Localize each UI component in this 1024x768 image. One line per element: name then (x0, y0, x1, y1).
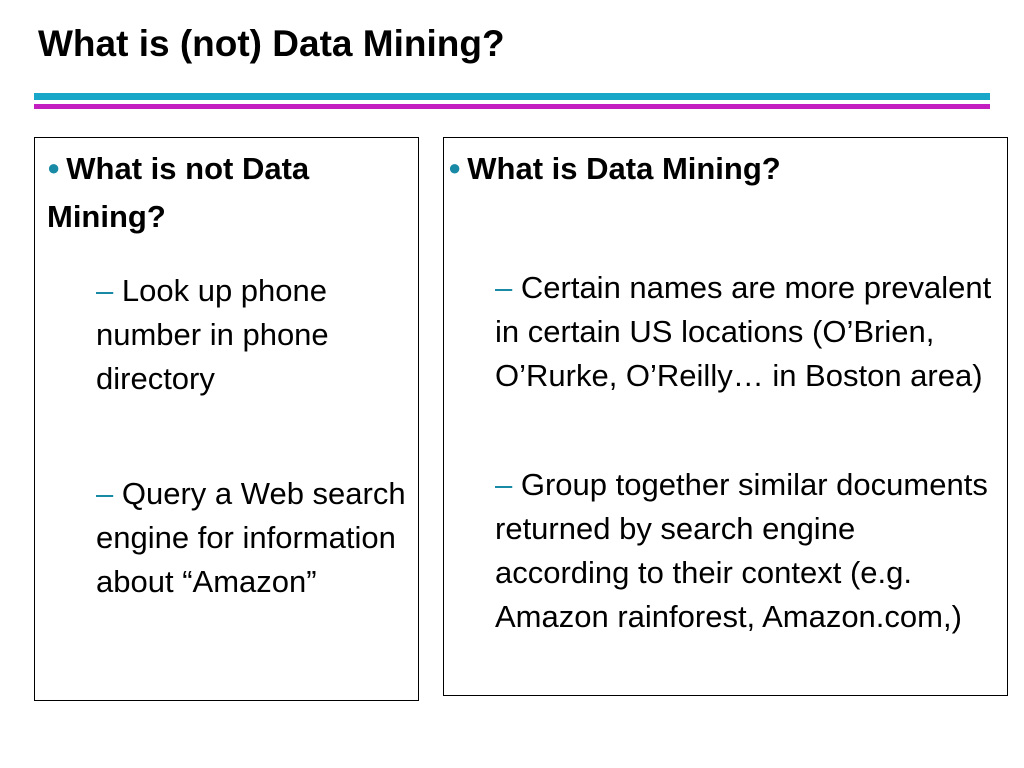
item-text: Query a Web search engine for information about “Amazon” (96, 476, 406, 599)
dash-marker: – (96, 476, 114, 511)
list-item (96, 269, 416, 401)
dash-marker: – (96, 273, 114, 308)
title-rule-magenta (34, 104, 990, 109)
item-text: Certain names are more prevalent in certain US locations (O’Brien, O’Rurke, O’Reilly… in Boston area) (495, 270, 992, 393)
slide-title: What is (not) Data Mining? (38, 23, 505, 64)
heading-text: What is not Data Mining? (47, 151, 310, 234)
dash-marker: – (495, 270, 513, 305)
list-item (495, 463, 995, 639)
data-mining-heading (448, 146, 998, 194)
heading-text: What is Data Mining? (467, 151, 781, 186)
dash-marker: – (495, 467, 513, 502)
not-data-mining-panel (34, 137, 419, 701)
list-item (96, 472, 416, 604)
item-text: Look up phone number in phone directory (96, 273, 329, 396)
list-item (495, 266, 995, 398)
title-rule-cyan (34, 93, 990, 100)
not-data-mining-heading (47, 146, 412, 239)
bullet-icon: ● (448, 155, 462, 180)
data-mining-panel (443, 137, 1008, 696)
item-text: Group together similar documents returned by search engine according to their context (e.g. Amazon rainforest, Amazon.com,) (495, 467, 988, 634)
bullet-icon: ● (47, 155, 61, 180)
